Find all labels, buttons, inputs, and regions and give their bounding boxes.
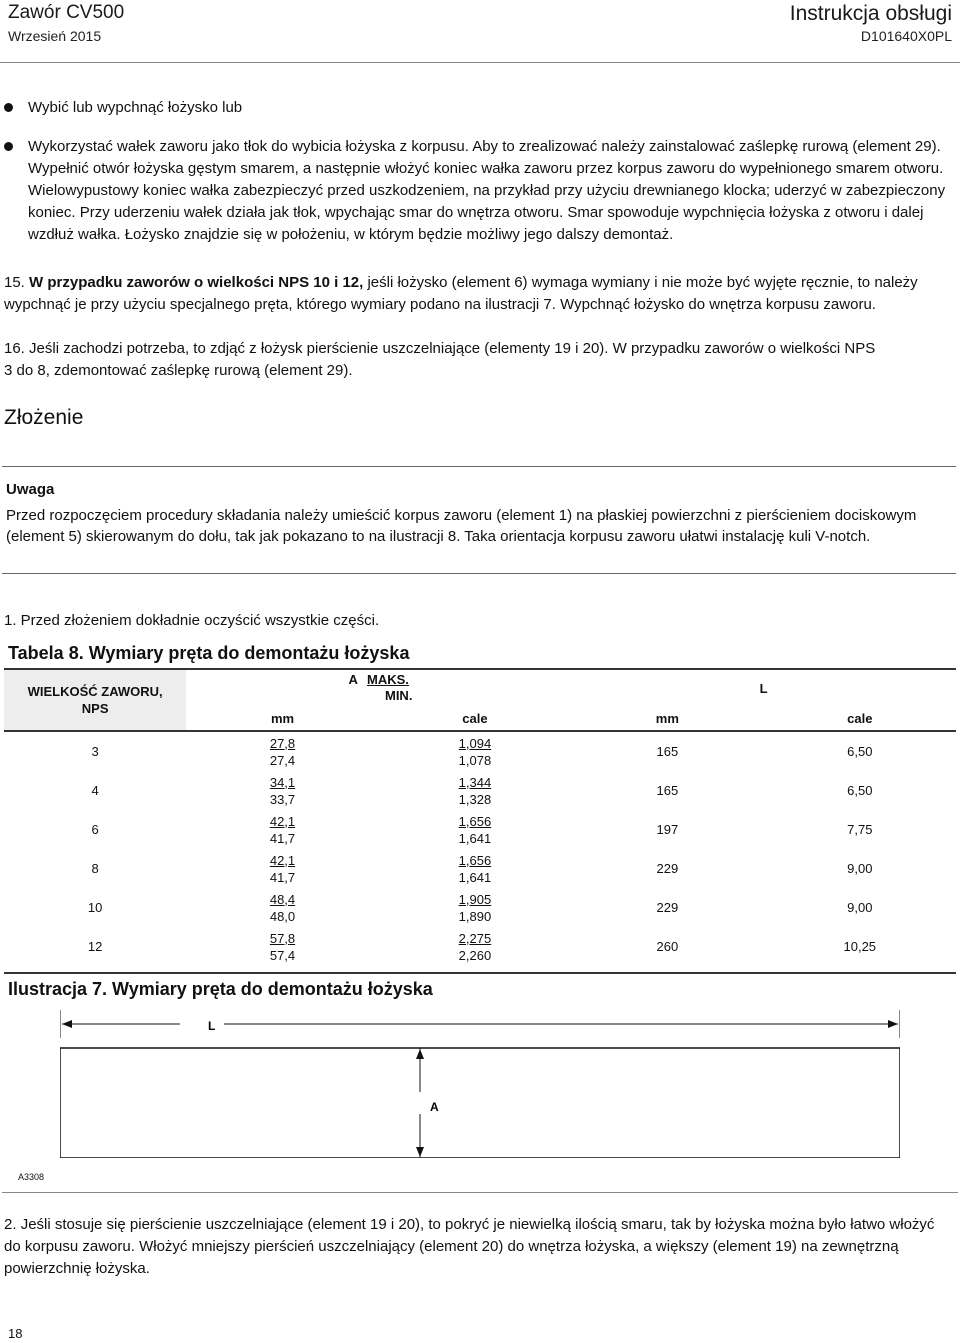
bullet-item	[4, 97, 954, 119]
a-mm-max: 48,4	[269, 891, 296, 907]
a-in-max: 1,656	[458, 852, 492, 868]
cell-a-in	[379, 927, 571, 973]
a-in-min: 1,890	[458, 908, 492, 924]
rod-body	[60, 1048, 900, 1158]
figure-caption	[8, 979, 433, 1000]
header-valve-size-line1: WIELKOŚĆ ZAWORU,	[27, 684, 163, 699]
header-valve-size	[4, 669, 186, 731]
cell-l-in: 6,50	[847, 744, 873, 759]
table-caption-text: Tabela 8. Wymiary pręta do demontażu łożyska	[8, 643, 410, 663]
unit-mm: mm	[655, 710, 679, 726]
a-mm-max: 42,1	[269, 813, 296, 829]
a-in-min: 1,641	[458, 869, 492, 885]
cell-l-in: 10,25	[843, 939, 877, 954]
cell-l-mm: 165	[656, 744, 679, 759]
cell-a-mm	[186, 810, 378, 849]
arrow-left-icon	[62, 1020, 72, 1028]
a-in-max: 1,905	[458, 891, 492, 907]
cell-nps: 6	[91, 822, 99, 837]
a-mm-min: 33,7	[269, 791, 296, 807]
table-row	[4, 771, 956, 810]
header-l: L	[759, 680, 768, 696]
cell-l-mm: 229	[656, 900, 679, 915]
a-in-min: 1,328	[458, 791, 492, 807]
step-number: 15.	[4, 274, 25, 291]
cell-l-in: 9,00	[847, 861, 873, 876]
header-valve-size-line2: NPS	[81, 701, 109, 716]
a-mm-min: 48,0	[269, 908, 296, 924]
a-in-min: 1,078	[458, 752, 492, 768]
rod-dimension-figure	[60, 1008, 900, 1158]
step-text: Jeśli stosuje się pierścienie uszczelniające (element 19 i 20), to pokryć je niewielką ilością smaru, tak by łożyska można było łatwo włożyć do korpusu zaworu. Włożyć mniejszy pierścień uszczelniający (element 20) do wnętrza łożyska, a większy (element 19) na zewnętrzną powierzchnię łożyska.	[4, 1216, 935, 1277]
step-15	[4, 272, 949, 316]
cell-nps: 12	[87, 939, 103, 954]
table-row	[4, 927, 956, 973]
table-row	[4, 849, 956, 888]
header-a-letter: A	[348, 672, 358, 687]
page-number: 18	[8, 1326, 23, 1341]
step-text: Jeśli zachodzi potrzeba, to zdjąć z łożysk pierścienie uszczelniające (elementy 19 i 20). W przypadku zaworów o wielkości NPS 3 do 8, zdemontować zaślepkę rurową (element 29).	[4, 340, 876, 379]
document-code: D101640X0PL	[860, 28, 952, 44]
table-row	[4, 810, 956, 849]
a-in-max: 1,656	[458, 813, 492, 829]
header-divider	[0, 62, 960, 63]
a-mm-max: 42,1	[269, 852, 296, 868]
manual-title: Instrukcja obsługi	[789, 2, 952, 25]
document-title: Zawór CV500	[8, 2, 125, 23]
bullet-text: Wybić lub wypchnąć łożysko lub	[28, 99, 243, 116]
a-label: A	[430, 1100, 439, 1114]
step-bold-text: W przypadku zaworów o wielkości NPS 10 i 12,	[29, 274, 364, 291]
cell-a-in	[379, 849, 571, 888]
l-label-bg	[180, 1011, 224, 1033]
cell-a-mm	[186, 731, 378, 771]
note-title: Uwaga	[6, 481, 55, 498]
cell-a-mm	[186, 888, 378, 927]
cell-l-in: 6,50	[847, 783, 873, 798]
cell-nps: 4	[91, 783, 99, 798]
dimensions-table	[4, 668, 956, 974]
a-in-max: 2,275	[458, 930, 492, 946]
a-in-min: 2,260	[458, 947, 492, 963]
cell-a-in	[379, 888, 571, 927]
figure-caption-text: Ilustracja 7. Wymiary pręta do demontażu łożyska	[8, 979, 433, 999]
step-number: 2.	[4, 1216, 17, 1233]
table-caption	[8, 643, 409, 664]
header-a-max: MAKS.	[367, 672, 409, 687]
note-text: Przed rozpoczęciem procedury składania należy umieścić korpus zaworu (element 1) na płaskiej powierzchni z pierścieniem dociskowym (element 5) skierowanym do dołu, tak jak pokazano to na ilustracji 8. Taka orientacja korpusu zaworu ułatwi instalację kuli V-notch.	[6, 507, 917, 545]
a-mm-max: 27,8	[269, 735, 296, 751]
a-mm-max: 34,1	[269, 774, 296, 790]
header-a	[186, 669, 571, 706]
bullet-dot-icon	[4, 142, 13, 151]
section-title: Złożenie	[4, 406, 84, 429]
bullet-dot-icon	[4, 103, 13, 112]
cell-nps: 8	[91, 861, 99, 876]
cell-l-mm: 260	[656, 939, 679, 954]
a-mm-min: 41,7	[269, 830, 296, 846]
cell-l-in: 9,00	[847, 900, 873, 915]
table-row	[4, 731, 956, 771]
unit-cale: cale	[462, 710, 488, 726]
a-in-min: 1,641	[458, 830, 492, 846]
cell-l-mm: 197	[656, 822, 679, 837]
l-label: L	[208, 1019, 216, 1033]
bullet-item	[4, 136, 954, 266]
document-date: Wrzesień 2015	[8, 28, 102, 44]
cell-a-mm	[186, 849, 378, 888]
table-row	[4, 888, 956, 927]
step-number: 16.	[4, 340, 25, 357]
unit-cale: cale	[847, 710, 873, 726]
a-mm-max: 57,8	[269, 930, 296, 946]
cell-l-mm: 229	[656, 861, 679, 876]
arrow-right-icon	[888, 1020, 898, 1028]
a-in-max: 1,094	[458, 735, 492, 751]
cell-a-mm	[186, 771, 378, 810]
cell-nps: 10	[87, 900, 103, 915]
cell-a-mm	[186, 927, 378, 973]
a-mm-min: 57,4	[269, 947, 296, 963]
cell-nps: 3	[91, 744, 99, 759]
note-box	[2, 466, 956, 574]
step-2	[4, 1214, 939, 1280]
unit-mm: mm	[270, 710, 295, 726]
a-in-max: 1,344	[458, 774, 492, 790]
cell-l-mm: 165	[656, 783, 679, 798]
step-text: jeśli łożysko (element 6) wymaga wymiany i nie może być wyjęte ręcznie, to należy wypchnąć je przy użyciu specjalnego pręta, którego wymiary podano na ilustracji 7. Wypchnąć łożysko do wnętrza korpusu zaworu.	[4, 274, 918, 313]
a-mm-min: 27,4	[269, 752, 296, 768]
bullet-text: Wykorzystać wałek zaworu jako tłok do wybicia łożyska z korpusu. Aby to zrealizować należy zainstalować zaślepkę rurową (element 29). Wypełnić otwór łożyska gęstym smarem, a następnie włożyć koniec wałka zaworu przez korpus zaworu do wypełnionego smarem otworu. Wielowypustowy koniec wałka zabezpieczyć przed uszkodzeniem, na przykład przy użyciu drewnianego klocka; uderzyć w zabezpieczony koniec. Przy uderzeniu wałek działa jak tłok, wpychając smar do wnętrza otworu. Smar spowoduje wypchnięcia łożyska z otworu i dalej wzdłuż wałka. Łożysko znajdzie się w położeniu, w którym będzie możliwy jego dalszy demontaż.	[28, 138, 946, 243]
header-a-min: MIN.	[384, 688, 413, 703]
step-1: 1. Przed złożeniem dokładnie oczyścić wszystkie części.	[4, 612, 380, 629]
figure-divider	[2, 1192, 958, 1193]
cell-l-in: 7,75	[847, 822, 873, 837]
cell-a-in	[379, 771, 571, 810]
step-16	[4, 338, 884, 382]
a-mm-min: 41,7	[269, 869, 296, 885]
cell-a-in	[379, 731, 571, 771]
cell-a-in	[379, 810, 571, 849]
figure-code: A3308	[18, 1172, 45, 1182]
